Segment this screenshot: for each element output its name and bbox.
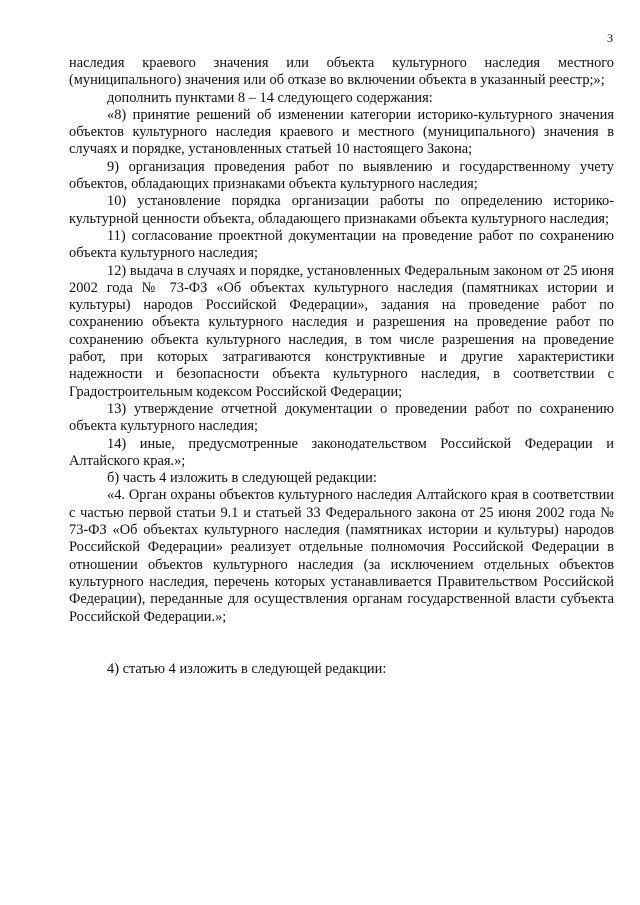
paragraph: 13) утверждение отчетной документации о проведении работ по сохранению объекта культурного наследия; bbox=[69, 400, 614, 435]
paragraph: наследия краевого значения или объекта культурного наследия местного (муниципального) значения или об отказе во включении объекта в указанный реестр;»; bbox=[69, 55, 614, 89]
paragraph: б) часть 4 изложить в следующей редакции: bbox=[107, 470, 377, 487]
paragraph: 14) иные, предусмотренные законодательством Российской Федерации и Алтайского края.»; bbox=[69, 435, 614, 469]
paragraph: 11) согласование проектной документации на проведение работ по сохранению объекта культурного наследия; bbox=[69, 227, 614, 262]
paragraph: 10) установление порядка организации работы по определению историко-культурной ценности объекта, обладающего признаками объекта культурного наследия; bbox=[69, 193, 614, 227]
paragraph: «8) принятие решений об изменении категории историко-культурного значения объектов культурного наследия краевого и местного (муниципального) значения в случаях и порядке, установленных статьей 10 настоящего Закона; bbox=[69, 106, 614, 158]
page-number: 3 bbox=[607, 31, 613, 45]
paragraph: 4) статью 4 изложить в следующей редакции: bbox=[107, 660, 387, 677]
paragraph: 12) выдача в случаях и порядке, установленных Федеральным законом от 25 июня 2002 года № 73-ФЗ «Об объектах культурного наследия (памятниках истории и культуры) народов Российской Федерации», задания на проведение работ по сохранению объекта культурного наследия и разрешения на проведение работ по сохранению объекта культурного наследия, в том числе разрешения на проведение работ, при которых затрагиваются конструктивные и другие характеристики надежности и безопасности объекта культурного наследия, в соответствии с Градостроительным кодексом Российской Федерации; bbox=[69, 262, 614, 400]
paragraph: «4. Орган охраны объектов культурного наследия Алтайского края в соответствии с частью первой статьи 9.1 и статьей 33 Федерального закона от 25 июня 2002 года № 73-ФЗ «Об объектах культурного наследия (памятниках истории и культуры) народов Российской Федерации» реализует отдельные полномочия Российской Федерации в отношении объектов культурного наследия (за исключением отдельных объектов культурного наследия, перечень которых устанавливается Правительством Российской Федерации), переданные для осуществления органам государственной власти субъекта Российской Федерации.»; bbox=[69, 487, 614, 625]
paragraph: 9) организация проведения работ по выявлению и государственному учету объектов, обладающих признаками объекта культурного наследия; bbox=[69, 158, 614, 193]
paragraph: дополнить пунктами 8 – 14 следующего содержания: bbox=[107, 89, 433, 106]
document-body bbox=[69, 55, 614, 678]
